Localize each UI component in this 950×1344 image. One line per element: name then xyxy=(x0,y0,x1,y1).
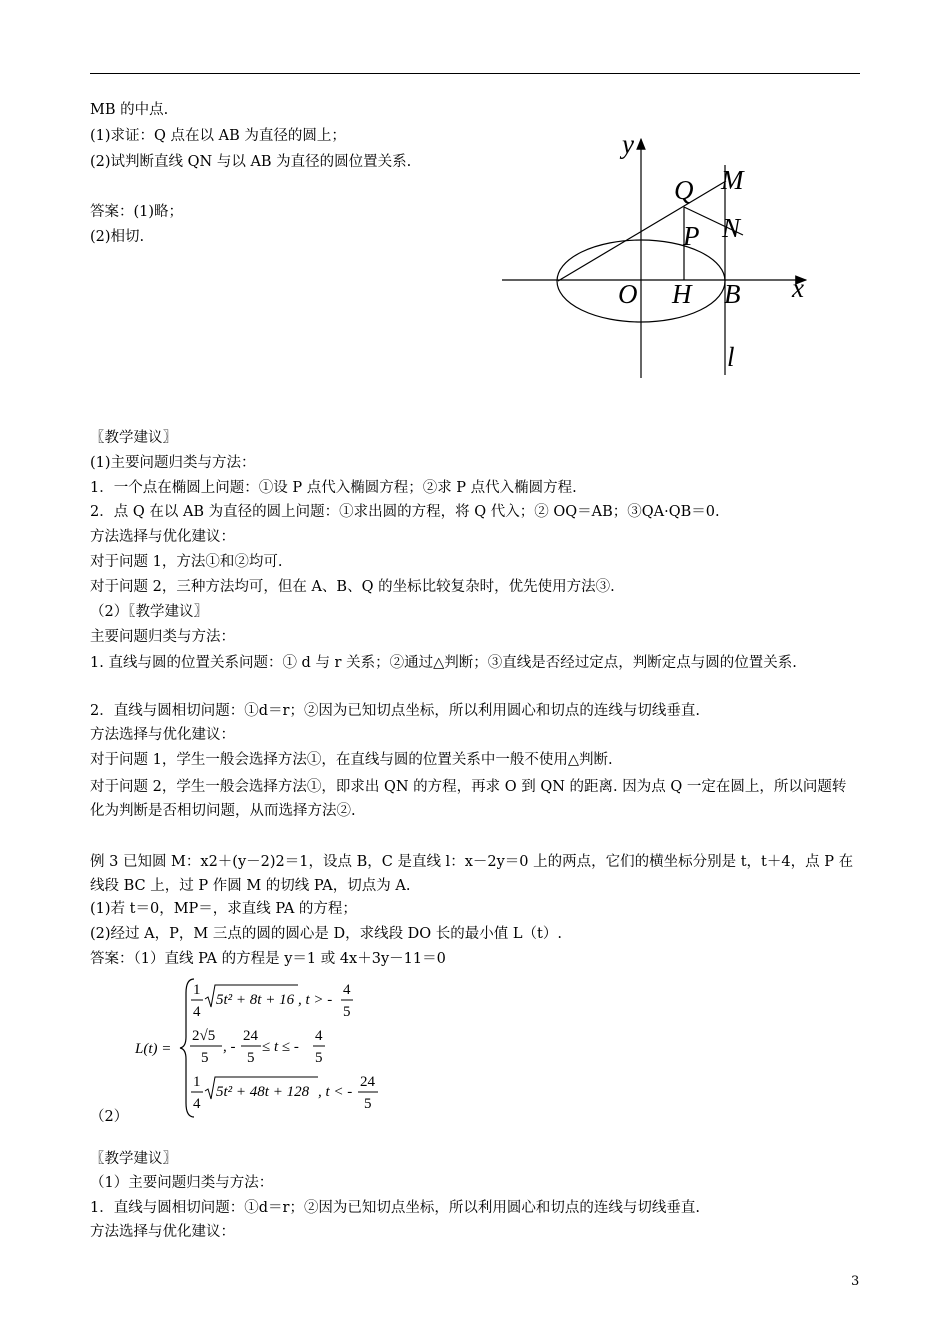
text-line: 对于问题 1，方法①和②均可. xyxy=(90,554,283,570)
case1-cond-den: 5 xyxy=(343,1004,351,1020)
text-line: (1)若 t＝0，MP＝，求直线 PA 的方程； xyxy=(90,901,357,917)
page-number: 3 xyxy=(851,1274,860,1289)
text-line: 1．直线与圆相切问题：①d＝r；②因为已知切点坐标，所以利用圆心和切点的连线与切线垂直. xyxy=(90,1200,701,1216)
label-x: x xyxy=(792,273,804,303)
text-line: (1)求证：Q 点在以 AB 为直径的圆上； xyxy=(90,128,346,144)
formula-drawing xyxy=(130,973,430,1123)
section-heading: （2）〖教学建议〗 xyxy=(90,604,208,620)
example-statement: 例 3 已知圆 M：x2＋(y－2)2＝1，设点 B，C 是直线 l：x－2y＝0 上的两点，它们的横坐标分别是 t，t＋4，点 P 在线段 BC 上，过 P 作圆 M 的切线 PA，切点为 A. xyxy=(90,854,854,894)
label-b: B xyxy=(724,279,741,309)
label-h: H xyxy=(672,279,692,309)
answer-line: (2)相切. xyxy=(90,229,145,245)
case2-sep: , - xyxy=(223,1039,236,1055)
case2-hi-num: 4 xyxy=(315,1028,323,1044)
case1-coef-den: 4 xyxy=(193,1004,201,1020)
piecewise-formula xyxy=(130,973,430,1123)
case3-cond-den: 5 xyxy=(364,1096,372,1112)
text-line: 方法选择与优化建议： xyxy=(90,529,235,545)
label-m: M xyxy=(721,165,744,195)
case3-condition: , t < - xyxy=(318,1084,353,1100)
case1-condition: , t > - xyxy=(298,992,333,1008)
label-q: Q xyxy=(674,175,694,205)
section-heading: 〖教学建议〗 xyxy=(90,430,177,446)
text-line: 方法选择与优化建议： xyxy=(90,727,235,743)
text-line: 方法选择与优化建议： xyxy=(90,1224,235,1240)
label-l: l xyxy=(727,342,735,372)
line-am xyxy=(558,181,726,281)
label-y: y xyxy=(622,129,634,159)
case1-radicand: 5t² + 8t + 16 xyxy=(216,992,295,1008)
text-paragraph: 1. 直线与圆的位置关系问题：① d 与 r 关系；②通过△判断；③直线是否经过定点，判断定点与圆的位置关系. xyxy=(90,655,797,671)
case3-cond-num: 24 xyxy=(360,1074,375,1090)
text-line: (2)试判断直线 QN 与以 AB 为直径的圆位置关系. xyxy=(90,154,412,170)
text-line: 主要问题归类与方法： xyxy=(90,629,235,645)
text-line: (2)经过 A，P，M 三点的圆的圆心是 D，求线段 DO 长的最小值 L（t）. xyxy=(90,926,562,942)
figure-drawing xyxy=(498,125,820,385)
text-line: 2．点 Q 在以 AB 为直径的圆上问题：①求出圆的方程，将 Q 代入；② OQ＝AB；③QA·QB＝0. xyxy=(90,504,720,520)
answer-line: （2） xyxy=(90,1109,129,1125)
label-o: O xyxy=(618,279,638,309)
text-line: （1）主要问题归类与方法： xyxy=(90,1175,274,1191)
text-line: MB 的中点. xyxy=(90,102,169,118)
case2-lo-den: 5 xyxy=(247,1050,255,1066)
text-line: 1．一个点在椭圆上问题：①设 P 点代入椭圆方程；②求 P 点代入椭圆方程. xyxy=(90,480,577,496)
case1-coef-num: 1 xyxy=(193,982,201,998)
label-n: N xyxy=(722,213,741,243)
case2-val-den: 5 xyxy=(201,1050,209,1066)
case3-radicand: 5t² + 48t + 128 xyxy=(216,1084,310,1100)
case2-lo-num: 24 xyxy=(243,1028,258,1044)
case3-coef-den: 4 xyxy=(193,1096,201,1112)
formula-lhs: L(t) = xyxy=(135,1041,172,1057)
text-line: 对于问题 1，学生一般会选择方法①，在直线与圆的位置关系中一般不使用△判断. xyxy=(90,752,613,768)
ellipse-figure xyxy=(498,125,820,385)
text-paragraph: 对于问题 2，学生一般会选择方法①，即求出 QN 的方程，再求 O 到 QN 的距离. 因为点 Q 一定在圆上，所以问题转化为判断是否相切问题，从而选择方法②. xyxy=(90,779,847,819)
label-p: P xyxy=(683,221,700,251)
text-line: 2．直线与圆相切问题：①d＝r；②因为已知切点坐标，所以利用圆心和切点的连线与切线垂直. xyxy=(90,703,701,719)
case1-cond-num: 4 xyxy=(343,982,351,998)
section-heading: 〖教学建议〗 xyxy=(90,1151,177,1167)
case2-hi-den: 5 xyxy=(315,1050,323,1066)
answer-line: 答案：（1）直线 PA 的方程是 y＝1 或 4x＋3y－11＝0 xyxy=(90,951,446,967)
text-line: (1)主要问题归类与方法： xyxy=(90,455,256,471)
case3-coef-num: 1 xyxy=(193,1074,201,1090)
case2-val-num: 2√5 xyxy=(192,1028,216,1044)
answer-line: 答案：(1)略； xyxy=(90,204,184,220)
header-rule xyxy=(90,73,860,74)
text-line: 对于问题 2，三种方法均可，但在 A、B、Q 的坐标比较复杂时，优先使用方法③. xyxy=(90,579,615,595)
case2-mid: ≤ t ≤ - xyxy=(262,1039,299,1055)
